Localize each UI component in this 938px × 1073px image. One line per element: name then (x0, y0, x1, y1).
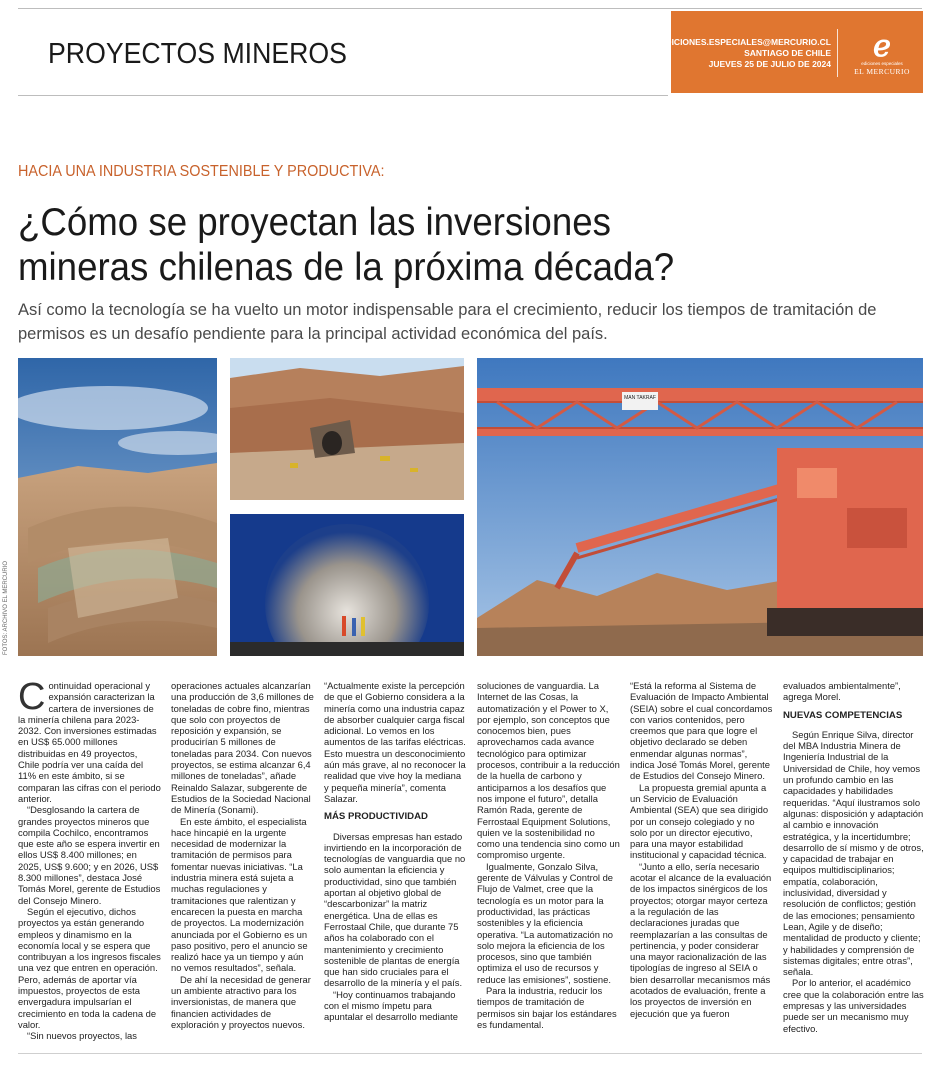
badge-divider (837, 29, 838, 77)
article-paragraph: Según el ejecutivo, dichos proyectos ya están generando empleos y dinamismo en la economía local y se espera que contribuyan a los ingresos fiscales una vez que entren en operación. Pero, además de aportar vía impuestos, proyectos de esta envergadura impulsarían el crecimiento en toda la cadena de valor. (18, 905, 161, 1030)
article-paragraph: operaciones actuales alcanzarían una producción de 3,6 millones de toneladas de cobre fino, mientras que solo con proyectos de reposición y expansión, se producirían 5 millones de toneladas para 2034. Con nuevos proyectos, se estima alcanzar 6,4 millones de toneladas”, añade Reinaldo Salazar, subgerente de Estudios de la Sociedad Nacional de Minería (Sonami). (171, 680, 314, 816)
subheading-mas-productividad: MÁS PRODUCTIVIDAD (324, 811, 428, 823)
section-title: PROYECTOS MINEROS (48, 38, 347, 70)
headline-line-1: ¿Cómo se proyectan las inversiones (18, 201, 611, 244)
article-paragraph: La propuesta gremial apunta a un Servicio de Evaluación Ambiental (SEA) que sea dirigido por un consejo colegiado y no solo por un director ejecutivo, para una mayor estabilidad institucional y capacidad técnica. (630, 781, 769, 861)
logo-e-icon: ℯ (873, 30, 891, 63)
text-column-5 (630, 680, 773, 1019)
text-column-6 (783, 680, 926, 1034)
article-paragraph: Diversas empresas han estado invirtiendo en la incorporación de tecnologías de vanguardia que no solo aumentan la eficiencia y productividad, sino que también aportan al objetivo global de “descarbonizar” la matriz energética. Una de ellas es Ferrostaal Chile, que durante 75 años ha colaborado con el mantenimiento y crecimiento sostenible de plantas de energía que han sido cruciales para el desarrollo de la minería y el país. (324, 830, 466, 989)
article-paragraph: Según Enrique Silva, director del MBA Industria Minera de Ingeniería Industrial de la Universidad de Chile, hoy vemos un profundo cambio en las capacidades y habilidades requeridas. “Aquí ilustramos solo algunas: disposición y adaptación al cambio e innovación estratégica, y la incertidumbre; desarrollo de sí mismo y de otros, y capacidad de trabajar en equipos multidisciplinarios; empatía, colaboración, inclusividad, diversidad y resolución de conflictos; gestión de las emociones; pensamiento Lean, Agile y de diseño; mentalidad de producto y cliente; y habilidades y comprensión de sistemas digitales; entre otras”, señala. (783, 728, 924, 978)
header-rule (18, 95, 668, 96)
logo-subtitle: ediciones especiales (861, 61, 903, 66)
top-rule (18, 8, 922, 9)
text-column-1 (18, 676, 161, 1042)
article-paragraph: Igualmente, Gonzalo Silva, gerente de Válvulas y Control de Flujo de Valmet, cree que la tecnología es un motor para la productividad, las prácticas sostenibles y la eficiencia operativa. “La automatización no solo mejora la eficiencia de los procesos, sino que también optimiza el uso de recursos y reduce las emisiones”, sostiene. (477, 860, 614, 985)
article-lead: Así como la tecnología se ha vuelto un motor indispensable para el crecimiento, reducir los tiempos de tramitación de permisos es un desafío pendiente para la principal actividad económica del país. (18, 301, 877, 343)
article-paragraph: “Actualmente existe la percepción de que el Gobierno considera a la minería como una industria capaz de absorber cualquier carga fiscal adicional. Lo vemos en los aumentos de las tarifas eléctricas. Esto muestra un desconocimiento aún más grave, al no reconocer la realidad que vive hoy la mediana y pequeña minería”, comenta Salazar. (324, 680, 466, 804)
newspaper-logo (849, 30, 915, 83)
date-label: JUEVES 25 DE JULIO DE 2024 (708, 59, 831, 69)
article-paragraph: “Está la reforma al Sistema de Evaluación de Impacto Ambiental (SEIA) sobre el cual concordamos con varios contenidos, pero creemos que para que logre el objetivo declarado se deben enmendar algunas normas”, indica José Tomás Morel, gerente de Estudios del Consejo Minero. (630, 680, 773, 782)
paragraph-text: ontinuidad operacional y expansión caracterizan la cartera de inversiones de la minería chilena para 2023-2032. Con inversiones estimadas en US$ 65.000 millones distribuidas en 49 proyectos, Chile podría ver una caída del 11% en este ámbito, si se comparan las cifras con el periodo anterior. (18, 680, 161, 804)
bottom-rule (18, 1053, 922, 1054)
badge-info (660, 37, 831, 70)
article-paragraph: Para la industria, reducir los tiempos de tramitación de permisos sin bajar los estándares es fundamental. (477, 985, 617, 1030)
article-paragraph: “Desglosando la cartera de grandes proyectos mineros que compila Cochilco, encontramos que este año se espera invertir en ellos US$ 8.400 millones; en 2025, US$ 9.600; y en 2026, US$ 8.300 millones”, destaca José Tomás Morel, gerente de Estudios del Consejo Minero. (18, 804, 161, 906)
text-column-4 (477, 680, 620, 1030)
photo-credit: FOTOS: ARCHIVO EL MERCURIO (3, 560, 9, 655)
article-headline (18, 200, 873, 290)
article-kicker: HACIA UNA INDUSTRIA SOSTENIBLE Y PRODUCTIVA: (18, 163, 385, 180)
drop-cap: C (18, 676, 46, 718)
crane-sign: MAN TAKRAF (624, 395, 656, 401)
subheading-nuevas-competencias: NUEVAS COMPETENCIAS (783, 709, 903, 721)
contact-email[interactable]: EDICIONES.ESPECIALES@MERCURIO.CL (659, 37, 831, 47)
tunnel-interior-photo (230, 514, 464, 656)
article-paragraph: evaluados ambientalmente”, agrega Morel. (783, 680, 901, 703)
publisher-badge (659, 11, 923, 93)
open-pit-mine-photo (18, 358, 217, 656)
article-paragraph: En este ámbito, el especialista hace hincapié en la urgente necesidad de modernizar la tramitación de permisos para fomentar nuevas iniciativas. “La industria minera está sujeta a muchas regulaciones y tramitaciones que ralentizan y encarecen la puesta en marcha de proyectos. La modernización anunciada por el Gobierno es un paso positivo, pero el anuncio se realizó hace ya un tiempo y aún no vemos resultados”, señala. (171, 815, 308, 974)
article-paragraph: “Junto a ello, sería necesario acotar el alcance de la evaluación de los impactos sinérgicos de los proyectos; otorgar mayor certeza a la regulación de las declaraciones juradas que reemplazarían a las consultas de pertinencia, y poder considerar una mayor racionalización de las tipologías de ingreso al SEIA o bien desarrollar mecanismos más acotados de evaluación, frente a los proyectos de inversión en ejecución que ya fueron (630, 860, 772, 1019)
article-paragraph: De ahí la necesidad de generar un ambiente atractivo para los inversionistas, de manera que financien actividades de exploración y proyectos nuevos. (171, 973, 311, 1030)
article-paragraph: “Hoy continuamos trabajando con el mismo ímpetu para apuntalar el desarrollo mediante (324, 988, 458, 1023)
article-paragraph: soluciones de vanguardia. La Internet de las Cosas, la automatización y el Power to X, por ejemplo, son conceptos que conocemos bien, pues aprovechamos cada avance tecnológico para optimizar procesos, contribuir a la reducción de la huella de carbono y anticiparnos a los desafíos que nos impone el futuro”, detalla Ramón Rada, gerente de Ferrostaal Equipment Solutions, quien ve la sostenibilidad no como una tendencia sino como un compromiso urgente. (477, 680, 620, 861)
text-column-2 (171, 680, 314, 1030)
text-column-3 (324, 680, 467, 1023)
logo-name: EL MERCURIO (854, 67, 910, 76)
article-paragraph: “Sin nuevos proyectos, las (27, 1030, 137, 1042)
city-label: SANTIAGO DE CHILE (744, 48, 831, 58)
stacker-reclaimer-photo (477, 358, 923, 656)
article-paragraph (18, 676, 161, 804)
tunnel-entrance-photo (230, 358, 464, 500)
headline-line-2: mineras chilenas de la próxima década? (18, 246, 675, 289)
article-paragraph: Por lo anterior, el académico cree que la colaboración entre las empresas y las universidades puede ser un mecanismo muy efectivo. (783, 977, 924, 1034)
